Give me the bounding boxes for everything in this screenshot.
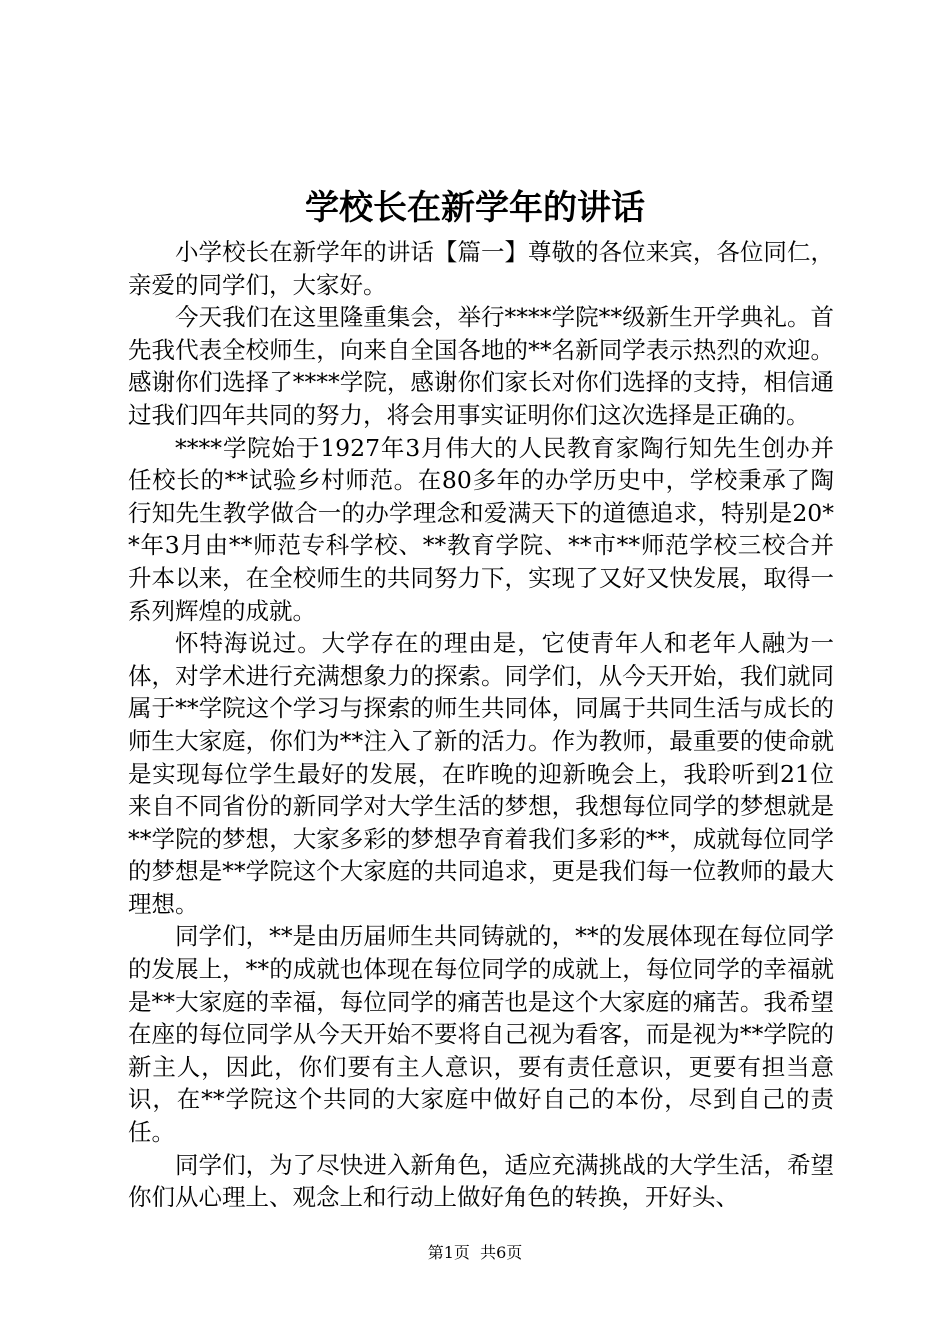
page-number-footer: 第1页 共6页 xyxy=(427,1243,523,1262)
paragraph: 今天我们在这里隆重集会，举行****学院**级新生开学典礼。首先我代表全校师生，向来自全国各地的**名新同学表示热烈的欢迎。感谢你们选择了****学院，感谢你们家长对你们选择的支持，相信通过我们四年共同的努力，将会用事实证明你们这次选择是正确的。 xyxy=(128,303,834,429)
document-title: 学校长在新学年的讲话 xyxy=(305,188,645,228)
paragraph: 同学们，为了尽快进入新角色，适应充满挑战的大学生活，希望你们从心理上、观念上和行动上做好角色的转换，开好头、 xyxy=(128,1150,834,1212)
paragraph: 同学们，**是由历届师生共同铸就的，**的发展体现在每位同学的发展上，**的成就也体现在每位同学的成就上，每位同学的幸福就是**大家庭的幸福，每位同学的痛苦也是这个大家庭的痛苦。我希望在座的每位同学从今天开始不要将自己视为看客，而是视为**学院的新主人，因此，你们要有主人意识，要有责任意识，更要有担当意识，在**学院这个共同的大家庭中做好自己的本份，尽到自己的责任。 xyxy=(128,922,834,1147)
document-body xyxy=(128,236,834,1214)
paragraph: 小学校长在新学年的讲话【篇一】尊敬的各位来宾，各位同仁，亲爱的同学们，大家好。 xyxy=(128,238,834,299)
paragraph: 怀特海说过。大学存在的理由是，它使青年人和老年人融为一体，对学术进行充满想象力的探索。同学们，从今天开始，我们就同属于**学院这个学习与探索的师生共同体，同属于共同生活与成长的师生大家庭，你们为**注入了新的活力。作为教师，最重要的使命就是实现每位学生最好的发展，在昨晚的迎新晚会上，我聆听到21位来自不同省份的新同学对大学生活的梦想，我想每位同学的梦想就是**学院的梦想，大家多彩的梦想孕育着我们多彩的**，成就每位同学的梦想是**学院这个大家庭的共同追求，更是我们每一位教师的最大理想。 xyxy=(128,629,834,918)
paragraph: ****学院始于1927年3月伟大的人民教育家陶行知先生创办并任校长的**试验乡村师范。在80多年的办学历史中，学校秉承了陶行知先生教学做合一的办学理念和爱满天下的道德追求，特别是20**年3月由**师范专科学校、**教育学院、**市**师范学校三校合并升本以来，在全校师生的共同努力下，实现了又好又快发展，取得一系列辉煌的成就。 xyxy=(128,433,834,625)
